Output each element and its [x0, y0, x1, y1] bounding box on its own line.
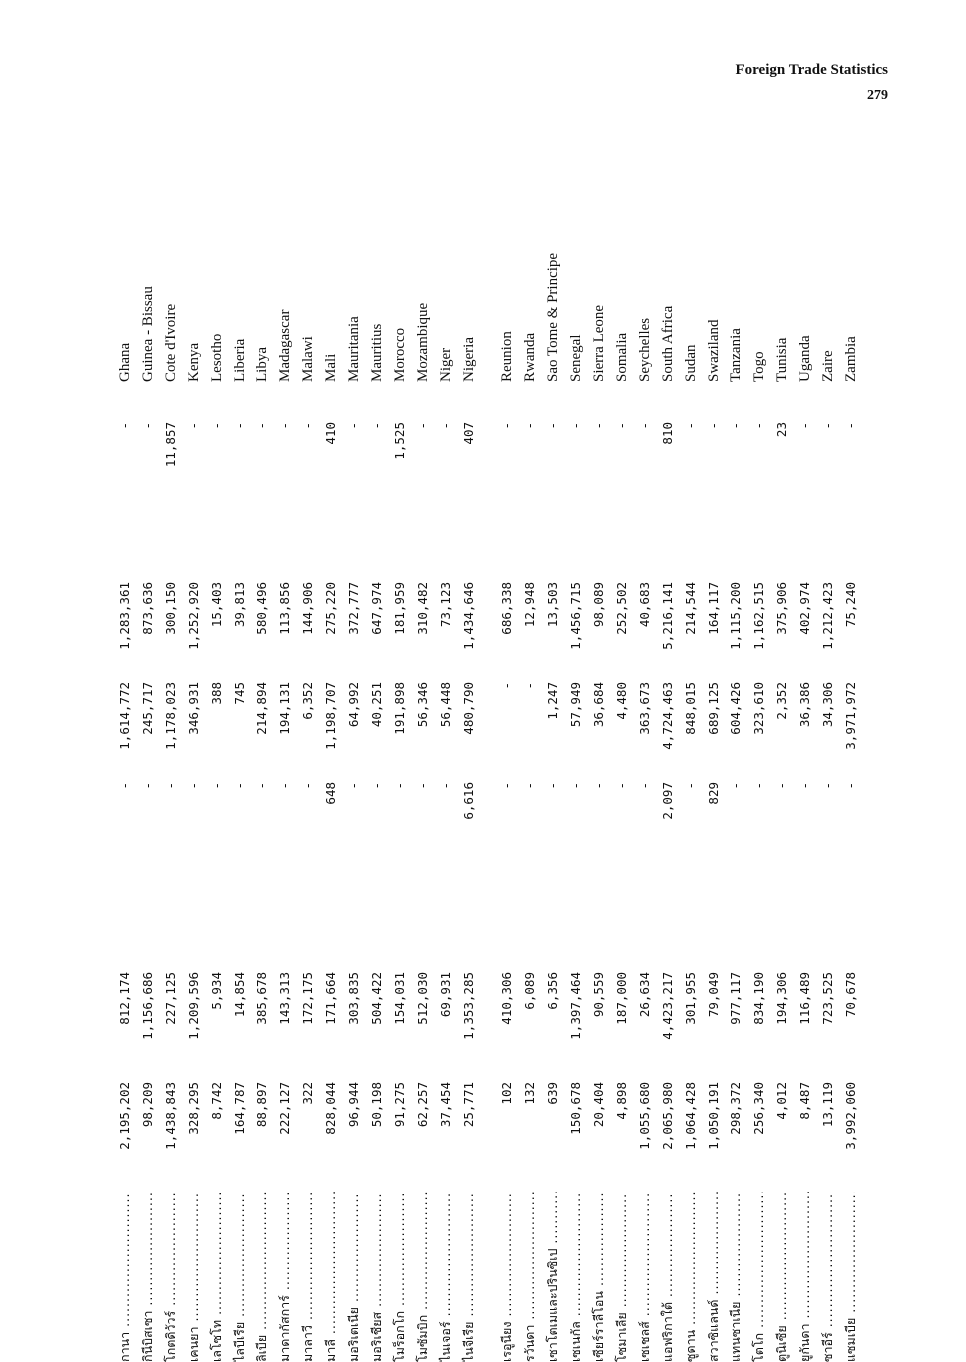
table-row: [725, 162, 747, 1362]
value-cell: 810: [659, 422, 675, 445]
value-cell: 4,724,463: [659, 682, 675, 750]
country-name-english: Sudan: [682, 344, 699, 382]
value-cell: -: [185, 422, 201, 430]
country-name-english: Reunion: [499, 331, 516, 382]
country-name-thai: เซเนกัล .....: [565, 1192, 587, 1362]
value-cell: 14,854: [231, 972, 247, 1018]
value-cell: 79,049: [705, 972, 721, 1018]
value-cell: 91,275: [391, 1082, 407, 1128]
country-name-english: Mozambique: [414, 302, 431, 382]
country-name-thai: มาดากัสการ์ .....: [274, 1192, 296, 1362]
value-cell: 1,397,464: [568, 972, 584, 1040]
value-cell: 56,346: [414, 682, 430, 728]
value-cell: 1,055,680: [636, 1082, 652, 1150]
country-name-english: Mauritania: [346, 316, 362, 382]
country-name-english: Tunisia: [774, 337, 791, 382]
value-cell: -: [300, 782, 316, 790]
country-name-english: Seychelles: [636, 317, 653, 382]
value-cell: -: [254, 782, 270, 790]
value-cell: -: [545, 782, 561, 790]
value-cell: -: [522, 422, 538, 430]
value-cell: 256,340: [751, 1082, 767, 1135]
value-cell: -: [613, 422, 629, 430]
value-cell: 5,216,141: [659, 582, 675, 650]
value-cell: 1,525: [391, 422, 407, 460]
table-row: [794, 162, 816, 1362]
value-cell: -: [842, 422, 858, 430]
value-cell: 1,178,023: [162, 682, 178, 750]
table-row: [320, 162, 342, 1362]
country-name-english: Swaziland: [705, 319, 722, 382]
value-cell: 303,835: [346, 972, 361, 1025]
value-cell: 300,150: [162, 582, 178, 635]
value-cell: 689,125: [705, 682, 721, 735]
value-cell: 873,636: [139, 582, 155, 635]
table-row: [160, 162, 182, 1362]
value-cell: -: [185, 782, 201, 790]
value-cell: -: [751, 422, 767, 430]
value-cell: 40,683: [636, 582, 652, 628]
value-cell: -: [545, 422, 561, 430]
value-cell: 407: [460, 422, 476, 445]
value-cell: 328,295: [185, 1082, 201, 1135]
value-cell: 2,195,202: [117, 1082, 132, 1150]
value-cell: 829: [705, 782, 721, 805]
country-name-english: Uganda: [797, 335, 814, 382]
value-cell: 75,240: [842, 582, 858, 628]
value-cell: -: [499, 682, 515, 690]
value-cell: -: [368, 782, 384, 790]
value-cell: 187,000: [613, 972, 629, 1025]
value-cell: 143,313: [277, 972, 293, 1025]
value-cell: 154,031: [391, 972, 407, 1025]
country-name-thai: ซาอีร์ .....: [817, 1192, 839, 1362]
value-cell: 194,306: [774, 972, 790, 1025]
table-row: [435, 162, 457, 1362]
value-cell: 36,684: [591, 682, 606, 728]
country-name-english: Sierra Leone: [591, 304, 607, 382]
value-cell: 214,544: [682, 582, 698, 635]
value-cell: -: [254, 422, 270, 430]
value-cell: 346,931: [185, 682, 201, 735]
table-row: [657, 162, 679, 1362]
value-cell: 604,426: [728, 682, 744, 735]
table-row: [183, 162, 205, 1362]
value-cell: 98,089: [591, 582, 606, 628]
value-cell: 37,454: [437, 1082, 453, 1128]
country-name-thai: โซมาเลีย .....: [611, 1192, 633, 1362]
value-cell: 480,790: [460, 682, 476, 735]
value-cell: 745: [231, 682, 247, 705]
table-row: [680, 162, 702, 1362]
value-cell: 132: [522, 1082, 538, 1105]
table-row: [771, 162, 793, 1362]
value-cell: 322: [300, 1082, 316, 1105]
value-cell: 1,456,715: [568, 582, 584, 650]
trade-table: [106, 162, 866, 1362]
value-cell: 164,117: [705, 582, 721, 635]
value-cell: 1,198,707: [323, 682, 339, 750]
country-name-english: Somalia: [613, 332, 630, 382]
country-name-thai: ยูกันดา .....: [794, 1192, 816, 1362]
country-name-thai: เซาโตเมและปรินซิเป .....: [542, 1192, 564, 1362]
country-name-english: Niger: [437, 347, 454, 382]
value-cell: 116,489: [797, 972, 813, 1025]
value-cell: -: [499, 782, 515, 790]
value-cell: -: [162, 782, 178, 790]
page-number: 279: [867, 88, 888, 103]
value-cell: 12,948: [522, 582, 538, 628]
country-name-thai: ไนเจอร์ .....: [435, 1192, 457, 1362]
value-cell: 1,252,920: [185, 582, 201, 650]
value-cell: 372,777: [346, 582, 361, 635]
table-row: [565, 162, 587, 1362]
value-cell: -: [231, 782, 247, 790]
value-cell: 647,974: [368, 582, 384, 635]
value-cell: 113,856: [277, 582, 293, 635]
value-cell: 402,974: [797, 582, 813, 635]
value-cell: 4,898: [613, 1082, 629, 1120]
value-cell: 828,044: [323, 1082, 339, 1135]
value-cell: 4,480: [613, 682, 629, 720]
value-cell: 90,559: [591, 972, 606, 1018]
country-name-english: Liberia: [231, 338, 248, 382]
country-name-thai: โมร็อกโก .....: [389, 1192, 411, 1362]
country-name-thai: ไนจีเรีย .....: [458, 1192, 480, 1362]
value-cell: -: [368, 422, 384, 430]
value-cell: -: [208, 782, 224, 790]
table-row: [748, 162, 770, 1362]
value-cell: 639: [545, 1082, 561, 1105]
value-cell: 323,610: [751, 682, 767, 735]
country-name-thai: เลโซโท .....: [206, 1192, 228, 1362]
value-cell: 150,678: [568, 1082, 584, 1135]
value-cell: 1,247: [545, 682, 561, 720]
value-cell: -: [820, 782, 835, 790]
value-cell: 648: [323, 782, 339, 805]
value-cell: 40,251: [368, 682, 384, 728]
country-name-thai: สวาซิแลนด์ .....: [703, 1192, 725, 1362]
value-cell: -: [139, 422, 155, 430]
country-name-english: Tanzania: [728, 328, 745, 382]
country-name-english: Guinea - Bissau: [139, 286, 156, 382]
value-cell: -: [499, 422, 515, 430]
value-cell: 34,306: [820, 682, 835, 728]
table-row: [611, 162, 633, 1362]
value-cell: 62,257: [414, 1082, 430, 1128]
country-name-english: South Africa: [659, 305, 676, 382]
country-name-english: Mali: [323, 353, 340, 382]
table-row: [297, 162, 319, 1362]
country-name-english: Senegal: [568, 334, 585, 382]
table-row: [274, 162, 296, 1362]
value-cell: 375,906: [774, 582, 790, 635]
country-name-english: Rwanda: [522, 332, 539, 382]
table-row: [519, 162, 541, 1362]
value-cell: 363,673: [636, 682, 652, 735]
value-cell: 11,857: [162, 422, 178, 468]
country-name-thai: เรอูนียง .....: [496, 1192, 518, 1362]
table-row: [137, 162, 159, 1362]
country-name-thai: กานา .....: [114, 1192, 136, 1362]
country-name-thai: เซียร์ราลีโอน .....: [588, 1192, 610, 1362]
value-cell: 1,434,646: [460, 582, 476, 650]
value-cell: -: [705, 422, 721, 430]
value-cell: 8,487: [797, 1082, 813, 1120]
table-row: [634, 162, 656, 1362]
value-cell: 252,502: [613, 582, 629, 635]
country-name-english: Lesotho: [208, 333, 225, 382]
value-cell: 2,097: [659, 782, 675, 820]
value-cell: 1,156,686: [139, 972, 155, 1040]
value-cell: 410,306: [499, 972, 515, 1025]
country-name-thai: ซูดาน .....: [680, 1192, 702, 1362]
value-cell: 25,771: [460, 1082, 476, 1128]
value-cell: -: [346, 422, 361, 430]
value-cell: 6,616: [460, 782, 476, 820]
value-cell: 1,209,596: [185, 972, 201, 1040]
value-cell: 13,119: [820, 1082, 835, 1128]
value-cell: -: [728, 782, 744, 790]
value-cell: -: [682, 782, 698, 790]
value-cell: 13,503: [545, 582, 561, 628]
value-cell: -: [797, 422, 813, 430]
country-name-thai: มอริเตเนีย .....: [343, 1192, 365, 1362]
country-name-thai: โมซัมบิก .....: [412, 1192, 434, 1362]
value-cell: 181,959: [391, 582, 407, 635]
value-cell: -: [437, 422, 453, 430]
value-cell: -: [277, 782, 293, 790]
value-cell: 8,742: [208, 1082, 224, 1120]
value-cell: 2,352: [774, 682, 790, 720]
country-name-thai: โกตดิวัวร์ .....: [160, 1192, 182, 1362]
value-cell: 512,030: [414, 972, 430, 1025]
country-name-english: Libya: [254, 347, 271, 382]
value-cell: 504,422: [368, 972, 384, 1025]
value-cell: 977,117: [728, 972, 744, 1025]
value-cell: -: [797, 782, 813, 790]
table-row: [542, 162, 564, 1362]
value-cell: 298,372: [728, 1082, 744, 1135]
table-row: [206, 162, 228, 1362]
value-cell: 214,894: [254, 682, 270, 735]
table-row: [229, 162, 251, 1362]
value-cell: 812,174: [117, 972, 132, 1025]
value-cell: 3,992,060: [842, 1082, 858, 1150]
value-cell: -: [437, 782, 453, 790]
value-cell: 64,992: [346, 682, 361, 728]
value-cell: -: [522, 682, 538, 690]
value-cell: -: [568, 422, 584, 430]
table-row: [412, 162, 434, 1362]
value-cell: 96,944: [346, 1082, 361, 1128]
value-cell: 5,934: [208, 972, 224, 1010]
country-name-english: Madagascar: [277, 309, 294, 382]
country-name-thai: มาลี .....: [320, 1192, 342, 1362]
value-cell: -: [568, 782, 584, 790]
country-name-english: Nigeria: [460, 337, 477, 382]
header-title: Foreign Trade Statistics: [735, 62, 888, 78]
value-cell: 6,089: [522, 972, 538, 1010]
value-cell: 1,162,515: [751, 582, 767, 650]
value-cell: -: [682, 422, 698, 430]
value-cell: 227,125: [162, 972, 178, 1025]
value-cell: 410: [323, 422, 339, 445]
value-cell: -: [414, 782, 430, 790]
value-cell: 171,664: [323, 972, 339, 1025]
value-cell: 1,064,428: [682, 1082, 698, 1150]
country-name-thai: ลิเบีย .....: [251, 1192, 273, 1362]
country-name-english: Mauritius: [368, 323, 385, 382]
value-cell: -: [231, 422, 247, 430]
value-cell: -: [613, 782, 629, 790]
value-cell: 20,404: [591, 1082, 606, 1128]
country-name-thai: กินีบิสเซา .....: [137, 1192, 159, 1362]
value-cell: -: [774, 782, 790, 790]
value-cell: 98,209: [139, 1082, 155, 1128]
country-name-english: Kenya: [185, 342, 202, 382]
country-name-thai: แซมเบีย .....: [840, 1192, 862, 1362]
country-name-english: Zaire: [820, 350, 836, 382]
value-cell: 4,012: [774, 1082, 790, 1120]
value-cell: 191,898: [391, 682, 407, 735]
value-cell: -: [300, 422, 316, 430]
value-cell: -: [591, 782, 606, 790]
country-name-thai: โตโก .....: [748, 1192, 770, 1362]
value-cell: 1,438,843: [162, 1082, 178, 1150]
country-name-english: Sao Tome & Principe: [545, 252, 562, 382]
value-cell: -: [117, 782, 132, 790]
value-cell: -: [277, 422, 293, 430]
value-cell: 1,353,285: [460, 972, 476, 1040]
country-name-thai: เคนยา .....: [183, 1192, 205, 1362]
country-name-english: Togo: [751, 351, 768, 382]
value-cell: -: [414, 422, 430, 430]
value-cell: 723,525: [820, 972, 835, 1025]
value-cell: 26,634: [636, 972, 652, 1018]
value-cell: 88,897: [254, 1082, 270, 1128]
table-row: [366, 162, 388, 1362]
value-cell: 1,212,423: [820, 582, 835, 650]
table-row: [840, 162, 862, 1362]
value-cell: 36,386: [797, 682, 813, 728]
value-cell: -: [139, 782, 155, 790]
value-cell: 245,717: [139, 682, 155, 735]
value-cell: -: [591, 422, 606, 430]
value-cell: 1,050,191: [705, 1082, 721, 1150]
country-name-english: Cote d'Ivoire: [162, 303, 179, 382]
value-cell: 73,123: [437, 582, 453, 628]
country-name-thai: มอริเชียส .....: [366, 1192, 388, 1362]
value-cell: 2,065,980: [659, 1082, 675, 1150]
table-row: [114, 162, 136, 1362]
table-row: [817, 162, 839, 1362]
value-cell: 686,338: [499, 582, 515, 635]
value-cell: 1,614,772: [117, 682, 132, 750]
country-name-english: Malawi: [300, 336, 317, 382]
value-cell: 57,949: [568, 682, 584, 728]
country-name-thai: ไลบีเรีย .....: [229, 1192, 251, 1362]
value-cell: 6,352: [300, 682, 316, 720]
value-cell: 39,813: [231, 582, 247, 628]
value-cell: 834,190: [751, 972, 767, 1025]
table-row: [343, 162, 365, 1362]
country-name-english: Zambia: [842, 336, 859, 382]
value-cell: 144,906: [300, 582, 316, 635]
value-cell: -: [842, 782, 858, 790]
value-cell: 3,971,972: [842, 682, 858, 750]
value-cell: -: [636, 422, 652, 430]
value-cell: 1,283,361: [117, 582, 132, 650]
value-cell: 15,403: [208, 582, 224, 628]
table-row: [703, 162, 725, 1362]
table-row: [588, 162, 610, 1362]
country-name-english: Ghana: [117, 342, 133, 382]
value-cell: 164,787: [231, 1082, 247, 1135]
table-row: [389, 162, 411, 1362]
country-name-thai: เซเชลส์ .....: [634, 1192, 656, 1362]
value-cell: 301,955: [682, 972, 698, 1025]
value-cell: 310,482: [414, 582, 430, 635]
table-row: [496, 162, 518, 1362]
value-cell: 6,356: [545, 972, 561, 1010]
value-cell: 194,131: [277, 682, 293, 735]
value-cell: -: [208, 422, 224, 430]
value-cell: 69,931: [437, 972, 453, 1018]
value-cell: 50,198: [368, 1082, 384, 1128]
value-cell: 388: [208, 682, 224, 705]
value-cell: 102: [499, 1082, 515, 1105]
value-cell: -: [728, 422, 744, 430]
country-name-thai: แทนซาเนีย .....: [725, 1192, 747, 1362]
value-cell: 4,423,217: [659, 972, 675, 1040]
value-cell: -: [751, 782, 767, 790]
value-cell: 580,496: [254, 582, 270, 635]
country-name-thai: มาลาวี .....: [297, 1192, 319, 1362]
value-cell: 172,175: [300, 972, 316, 1025]
value-cell: 385,678: [254, 972, 270, 1025]
table-row: [251, 162, 273, 1362]
country-name-thai: รวันดา .....: [519, 1192, 541, 1362]
value-cell: -: [346, 782, 361, 790]
value-cell: -: [391, 782, 407, 790]
value-cell: 848,015: [682, 682, 698, 735]
value-cell: 275,220: [323, 582, 339, 635]
value-cell: -: [636, 782, 652, 790]
value-cell: -: [117, 422, 132, 430]
value-cell: 222,127: [277, 1082, 293, 1135]
country-name-english: Morocco: [391, 327, 408, 382]
value-cell: 1,115,200: [728, 582, 744, 650]
table-row: [458, 162, 480, 1362]
value-cell: -: [522, 782, 538, 790]
country-name-thai: ตูนิเซีย .....: [771, 1192, 793, 1362]
value-cell: 56,448: [437, 682, 453, 728]
value-cell: 70,678: [842, 972, 858, 1018]
value-cell: -: [820, 422, 835, 430]
value-cell: 23: [774, 422, 790, 438]
country-name-thai: แอฟริกาใต้ .....: [657, 1192, 679, 1362]
